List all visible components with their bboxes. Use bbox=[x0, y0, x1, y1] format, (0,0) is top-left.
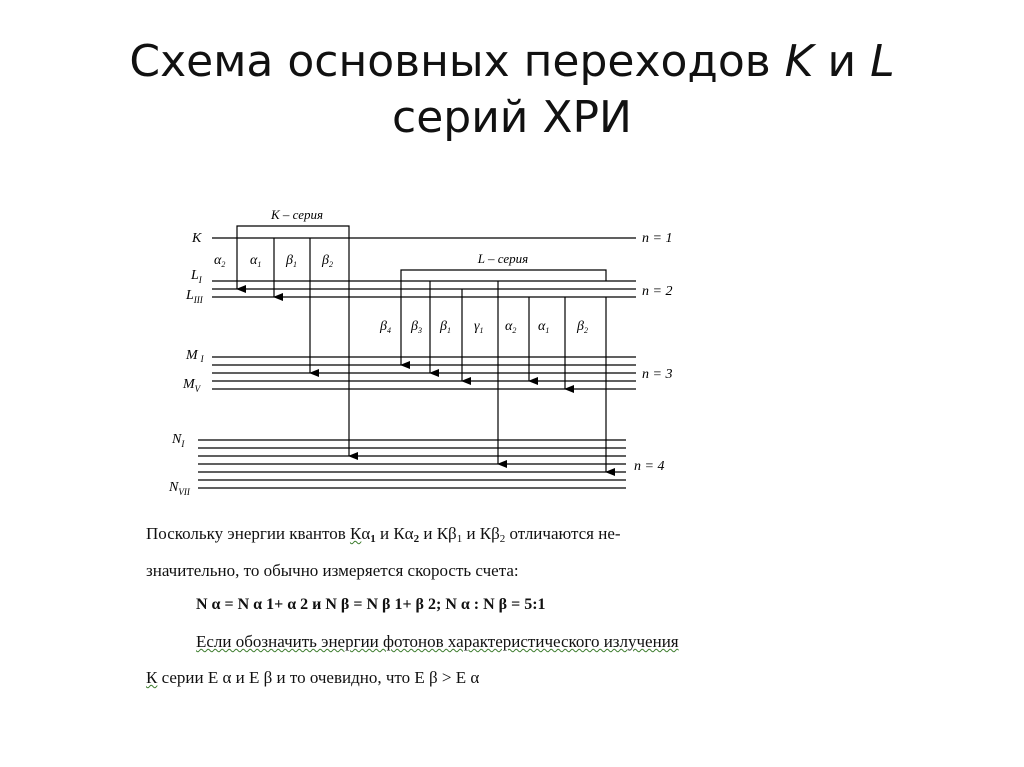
l-label-beta3-greek: β bbox=[411, 319, 418, 334]
level-l1-letter: L bbox=[191, 268, 199, 283]
text-l1-sub4: 2 bbox=[499, 533, 506, 545]
level-l1-sub: I bbox=[198, 275, 202, 285]
slide-title-line2: серий ХРИ bbox=[392, 92, 632, 143]
level-mv-sub: V bbox=[194, 384, 201, 394]
l-label-beta2-greek: β bbox=[577, 319, 584, 334]
n3-label: n = 3 bbox=[642, 367, 673, 382]
text-l1-alpha1: α bbox=[361, 524, 371, 543]
l-series-label: L – серия bbox=[477, 251, 529, 266]
text-l4-content: Если обозначить энергии фотонов характеристического излучения bbox=[196, 632, 679, 651]
l-label-beta4 bbox=[379, 319, 391, 335]
k-label-alpha1-greek: α bbox=[250, 253, 258, 268]
text-l1-b: и К bbox=[375, 524, 405, 543]
text-l1-k: К bbox=[349, 524, 362, 543]
l-label-beta2 bbox=[576, 319, 588, 335]
l-label-alpha1 bbox=[538, 319, 549, 335]
text-line-3-formula: N α = N α 1+ α 2 и N β = N β 1+ β 2; N α : N β = 5:1 bbox=[196, 596, 546, 613]
level-mv-label bbox=[182, 377, 202, 394]
l-label-alpha1-sub: 1 bbox=[545, 326, 550, 335]
text-l1-beta2: β bbox=[491, 524, 500, 543]
text-line-1 bbox=[146, 524, 621, 545]
text-l1-beta1: β bbox=[448, 524, 457, 543]
text-l1-c: и К bbox=[419, 524, 449, 543]
text-l1-alpha2: α bbox=[404, 524, 414, 543]
text-line-4 bbox=[196, 632, 679, 652]
n4-label: n = 4 bbox=[634, 459, 665, 474]
l-label-gamma1-greek: γ bbox=[474, 319, 480, 334]
l-label-beta1 bbox=[439, 319, 451, 335]
l-label-beta2-sub: 2 bbox=[583, 326, 588, 335]
n-labels bbox=[634, 231, 672, 474]
level-l3-sub: III bbox=[193, 295, 203, 305]
k-label-beta2-sub: 2 bbox=[328, 260, 333, 269]
k-label-beta2 bbox=[321, 253, 333, 269]
level-n7-sub: VII bbox=[178, 487, 190, 497]
title-l: L bbox=[870, 36, 895, 87]
text-l1-sub2: 2 bbox=[413, 533, 420, 545]
l-label-gamma1 bbox=[474, 319, 484, 335]
l-label-beta3 bbox=[410, 319, 422, 335]
title-k: K bbox=[784, 36, 814, 87]
level-mv-letter: M bbox=[183, 377, 195, 392]
k-label-alpha1 bbox=[250, 253, 261, 269]
l-series-bracket bbox=[401, 270, 606, 281]
n2-label: n = 2 bbox=[642, 284, 673, 299]
l-label-beta4-greek: β bbox=[380, 319, 387, 334]
l-label-beta1-greek: β bbox=[440, 319, 447, 334]
text-l1-sub1: 1 bbox=[370, 533, 376, 545]
title-text-1: Схема основных переходов bbox=[129, 36, 785, 87]
k-label-beta2-greek: β bbox=[322, 253, 329, 268]
text-l1-a: Поскольку энергии квантов bbox=[146, 524, 350, 543]
level-n7-label bbox=[168, 480, 191, 497]
level-n1-letter: N bbox=[172, 432, 182, 447]
text-line-2: значительно, то обычно измеряется скорость счета: bbox=[146, 561, 519, 580]
level-l3-letter: L bbox=[186, 288, 194, 303]
title-and: и bbox=[813, 36, 871, 87]
level-l3-label bbox=[185, 288, 204, 305]
text-l5-b: серии Е α и Е β и то очевидно, что Е β > Е α bbox=[157, 668, 480, 687]
level-m1-label bbox=[185, 348, 205, 364]
level-labels bbox=[168, 231, 205, 497]
k-series-label: K – серия bbox=[270, 207, 324, 222]
l-label-beta1-sub: 1 bbox=[446, 326, 451, 335]
k-label-alpha2 bbox=[214, 253, 225, 269]
n1-label: n = 1 bbox=[642, 231, 673, 246]
level-k-label: K bbox=[192, 231, 202, 246]
k-label-alpha2-greek: α bbox=[214, 253, 222, 268]
text-l1-e: отличаются не- bbox=[505, 524, 621, 543]
text-l5-k: К bbox=[146, 668, 158, 687]
k-label-alpha2-sub: 2 bbox=[221, 260, 226, 269]
level-n1-label bbox=[171, 432, 185, 449]
l-transition-labels bbox=[379, 319, 588, 335]
k-label-beta1-sub: 1 bbox=[292, 260, 297, 269]
k-series-arrows bbox=[237, 238, 349, 456]
l-series-arrows bbox=[401, 281, 606, 472]
level-lines bbox=[198, 238, 636, 488]
l-label-alpha2-sub: 2 bbox=[512, 326, 517, 335]
l-label-gamma1-sub: 1 bbox=[479, 326, 484, 335]
k-label-beta1-greek: β bbox=[286, 253, 293, 268]
text-line-5 bbox=[146, 668, 479, 688]
level-l1-label bbox=[190, 268, 203, 285]
l-label-beta3-sub: 3 bbox=[417, 326, 422, 335]
level-n1-sub: I bbox=[181, 439, 185, 449]
k-label-alpha1-sub: 1 bbox=[257, 260, 262, 269]
text-l1-d: и К bbox=[462, 524, 492, 543]
l-label-alpha2 bbox=[505, 319, 516, 335]
l-label-alpha2-greek: α bbox=[505, 319, 513, 334]
level-n7-letter: N bbox=[169, 480, 179, 495]
l-label-beta4-sub: 4 bbox=[386, 326, 391, 335]
l-label-alpha1-greek: α bbox=[538, 319, 546, 334]
k-series-bracket bbox=[237, 226, 349, 238]
k-label-beta1 bbox=[285, 253, 297, 269]
text-l1-sub3: 1 bbox=[456, 533, 463, 545]
level-m1-letter: M bbox=[186, 348, 198, 363]
level-m1-sub: I bbox=[200, 354, 204, 364]
